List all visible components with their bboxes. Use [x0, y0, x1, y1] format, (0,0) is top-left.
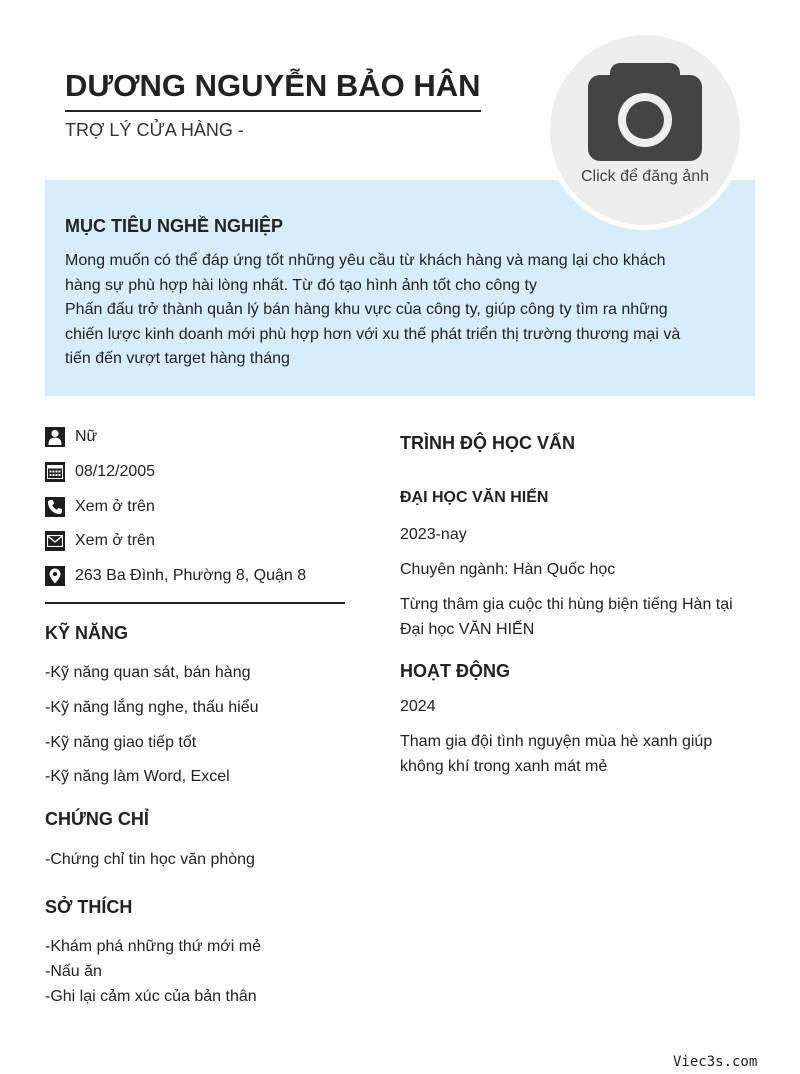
skill-item: -Kỹ năng làm Word, Excel	[45, 768, 230, 785]
phone-row	[45, 489, 345, 524]
birthday-value: 08/12/2005	[75, 463, 156, 481]
gender-row	[45, 420, 345, 455]
camera-icon	[588, 63, 702, 163]
phone-value: Xem ở trên	[75, 497, 155, 515]
photo-upload-button[interactable]	[550, 35, 740, 225]
location-pin-icon	[45, 566, 65, 586]
certificates-title: CHỨNG CHỈ	[45, 809, 149, 829]
education-major: Chuyên ngành: Hàn Quốc học	[400, 561, 616, 578]
skill-item: -Kỹ năng lắng nghe, thấu hiểu	[45, 699, 259, 716]
phone-icon	[45, 497, 65, 517]
activity-description: Tham gia đội tình nguyện mùa hè xanh giúp không khí trong xanh mát mẻ	[400, 733, 713, 775]
skill-item: -Kỹ năng quan sát, bán hàng	[45, 664, 251, 681]
gender-value: Nữ	[75, 428, 98, 446]
address-value: 263 Ba Đình, Phường 8, Quận 8	[75, 567, 307, 585]
objective-line: hàng sự phù hợp hài lòng nhất. Từ đó tạo hình ảnh tốt cho công ty	[65, 276, 537, 294]
hobby-item: -Nấu ăn	[45, 963, 102, 980]
job-title: TRỢ LÝ CỬA HÀNG -	[65, 120, 244, 140]
objective-line: tiến đến vượt target hàng tháng	[65, 350, 290, 367]
activity-year: 2024	[400, 698, 436, 715]
calendar-icon	[45, 462, 65, 482]
skill-item: -Kỹ năng giao tiếp tốt	[45, 734, 197, 751]
envelope-icon	[45, 531, 65, 551]
school-name: ĐẠI HỌC VĂN HIẾN	[400, 489, 549, 506]
email-value: Xem ở trên	[75, 532, 155, 550]
candidate-name: DƯƠNG NGUYỄN BẢO HÂN	[65, 68, 481, 112]
hobby-item: -Ghi lại cảm xúc của bản thân	[45, 988, 257, 1005]
person-icon	[45, 427, 65, 447]
education-note: Từng thâm gia cuộc thi hùng biện tiếng Hàn tại Đại học VĂN HIẾN	[400, 596, 733, 638]
objective-title: MỤC TIÊU NGHỀ NGHIỆP	[65, 216, 284, 236]
hobbies-title: SỞ THÍCH	[45, 897, 133, 917]
objective-line: Phấn đấu trở thành quản lý bán hàng khu vực của công ty, giúp công ty tìm ra những	[65, 301, 668, 318]
email-row	[45, 524, 345, 559]
certificate-item: -Chứng chỉ tin học văn phòng	[45, 851, 255, 868]
activities-title: HOẠT ĐỘNG	[400, 661, 510, 681]
contact-info	[45, 420, 345, 593]
footer-brand: Viec3s.com	[673, 1054, 758, 1070]
hobby-item: -Khám phá những thứ mới mẻ	[45, 938, 262, 955]
objective-line: chiến lược kinh doanh mới phù hợp hơn với xu thế phát triển thị trường thương mại và	[65, 325, 681, 343]
skills-title: KỸ NĂNG	[45, 623, 129, 643]
education-title: TRÌNH ĐỘ HỌC VẤN	[400, 433, 575, 453]
photo-upload-label: Click để đăng ảnh	[580, 168, 710, 185]
birthday-row	[45, 455, 345, 490]
objective-line: Mong muốn có thể đáp ứng tốt những yêu cầu từ khách hàng và mang lại cho khách	[65, 252, 666, 269]
education-period: 2023-nay	[400, 526, 467, 543]
address-row	[45, 559, 345, 594]
section-divider	[45, 602, 345, 604]
